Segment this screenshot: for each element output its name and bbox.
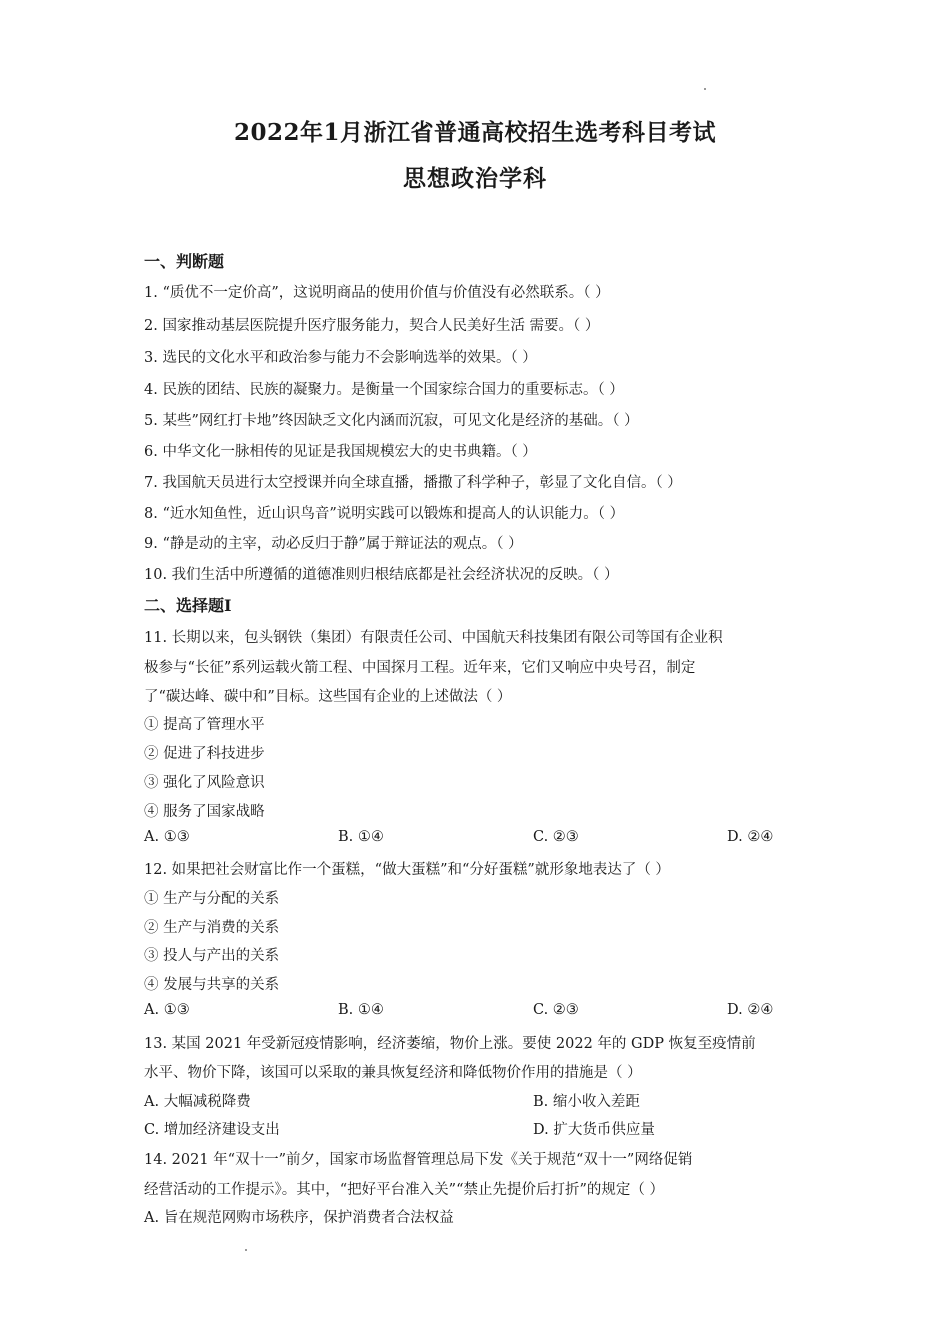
scan-speck xyxy=(704,88,706,90)
question-13-line-2: 水平、物价下降，该国可以采取的兼具恢复经济和降低物价作用的措施是（ ） xyxy=(144,1065,642,1081)
exam-title: 2022年1月浙江省普通高校招生选考科目考试 xyxy=(233,119,717,146)
question-2: 2. 国家推动基层医院提升医疗服务能力，契合人民美好生活 需要。（ ） xyxy=(144,318,600,334)
question-5: 5. 某些”网红打卡地”终因缺乏文化内涵而沉寂，可见文化是经济的基础。（ ） xyxy=(144,413,639,429)
question-9: 9. “静是动的主宰，动必反归于静”属于辩证法的观点。（ ） xyxy=(144,536,523,552)
question-11-line-2: 极参与“长征”系列运载火箭工程、中国探月工程。近年来，它们又响应中央号召，制定 xyxy=(144,660,696,676)
question-3: 3. 选民的文化水平和政治参与能力不会影响选举的效果。（ ） xyxy=(144,350,537,366)
question-11-line-1: 11. 长期以来，包头钢铁（集团）有限责任公司、中国航天科技集团有限公司等国有企业积 xyxy=(144,630,723,646)
option-a: A. 大幅减税降费 xyxy=(144,1094,251,1110)
scan-speck xyxy=(245,1249,247,1251)
question-12-statement-4: ④ 发展与共享的关系 xyxy=(144,977,280,993)
question-11-statement-3: ③ 强化了风险意识 xyxy=(144,775,265,791)
question-12-line-1: 12. 如果把社会财富比作一个蛋糕，“做大蛋糕”和“分好蛋糕”就形象地表达了（ ） xyxy=(144,862,670,878)
option-c: C. ②③ xyxy=(533,829,579,845)
section-heading-judgement: 一、判断题 xyxy=(144,252,225,271)
option-b: B. 缩小收入差距 xyxy=(533,1094,640,1110)
question-14-line-1: 14. 2021 年“双十一”前夕，国家市场监督管理总局下发《关于规范“双十一”网络促销 xyxy=(144,1152,693,1168)
question-13-line-1: 13. 某国 2021 年受新冠疫情影响，经济萎缩，物价上涨。要使 2022 年的 GDP 恢复至疫情前 xyxy=(144,1036,756,1052)
question-14-option-a: A. 旨在规范网购市场秩序，保护消费者合法权益 xyxy=(144,1210,454,1226)
option-b: B. ①④ xyxy=(338,829,384,845)
option-d: D. 扩大货币供应量 xyxy=(533,1122,655,1138)
question-11-line-3: 了“碳达峰、碳中和”目标。这些国有企业的上述做法（ ） xyxy=(144,689,512,705)
option-c: C. ②③ xyxy=(533,1002,579,1018)
question-7: 7. 我国航天员进行太空授课并向全球直播，播撒了科学种子，彰显了文化自信。（ ） xyxy=(144,475,682,491)
option-a: A. ①③ xyxy=(144,829,190,845)
option-c: C. 增加经济建设支出 xyxy=(144,1122,280,1138)
option-d: D. ②④ xyxy=(727,829,774,845)
question-12-statement-3: ③ 投人与产出的关系 xyxy=(144,948,280,964)
question-14-line-2: 经营活动的工作提示》。其中，“把好平台准入关”“禁止先提价后打折”的规定（ ） xyxy=(144,1182,665,1198)
option-b: B. ①④ xyxy=(338,1002,384,1018)
question-11-statement-2: ② 促进了科技进步 xyxy=(144,746,265,762)
question-12-statement-1: ① 生产与分配的关系 xyxy=(144,891,280,907)
question-12-statement-2: ② 生产与消费的关系 xyxy=(144,920,280,936)
question-11-statement-1: ① 提高了管理水平 xyxy=(144,717,265,733)
exam-subject: 思想政治学科 xyxy=(403,165,547,192)
question-4: 4. 民族的团结、民族的凝聚力。是衡量一个国家综合国力的重要标志。（ ） xyxy=(144,382,624,398)
section-heading-choice: 二、选择题Ⅰ xyxy=(144,596,232,615)
question-8: 8. “近水知鱼性，近山识鸟音”说明实践可以锻炼和提高人的认识能力。（ ） xyxy=(144,506,625,522)
question-10: 10. 我们生活中所遵循的道德准则归根结底都是社会经济状况的反映。（ ） xyxy=(144,567,619,583)
question-6: 6. 中华文化一脉相传的见证是我国规模宏大的史书典籍。（ ） xyxy=(144,444,537,460)
question-11-statement-4: ④ 服务了国家战略 xyxy=(144,804,265,820)
option-d: D. ②④ xyxy=(727,1002,774,1018)
option-a: A. ①③ xyxy=(144,1002,190,1018)
question-1: 1. “质优不一定价高”，这说明商品的使用价值与价值没有必然联系。（ ） xyxy=(144,285,610,301)
